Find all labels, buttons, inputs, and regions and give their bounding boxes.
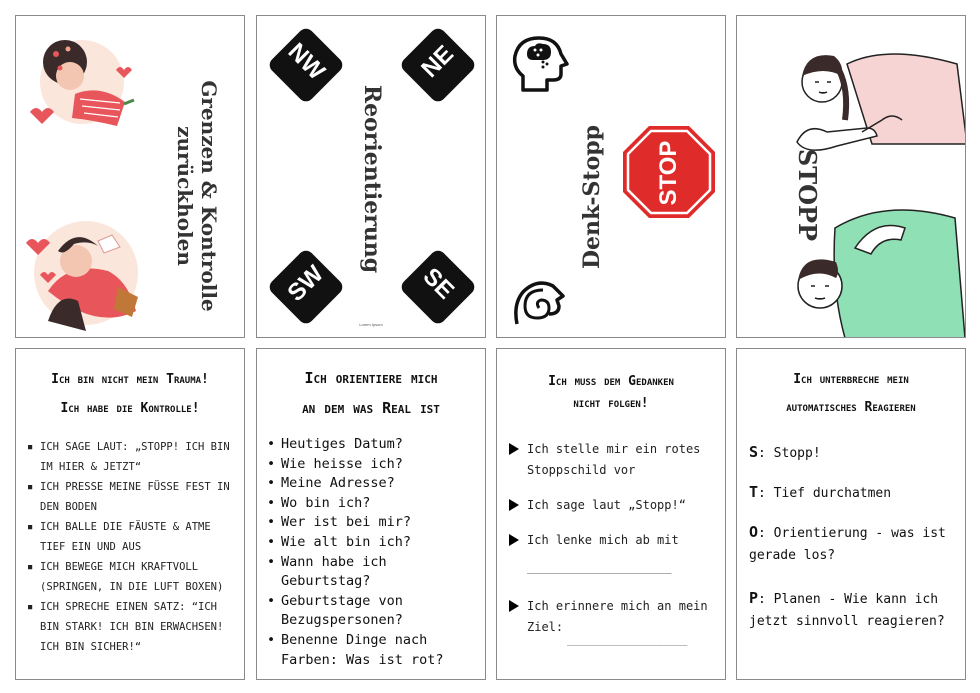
card-title: STOPP bbox=[793, 148, 822, 242]
question-list bbox=[267, 435, 477, 670]
card-title: Reorientierung bbox=[359, 84, 385, 274]
card-stopp bbox=[736, 15, 966, 338]
blank-line: ____________________ bbox=[527, 560, 672, 574]
card-title: Grenzen & Kontrolle zurückholen bbox=[173, 80, 221, 312]
compass-ne-tag: NE bbox=[399, 26, 477, 104]
head-thinking-icon bbox=[509, 34, 569, 96]
list-item: ■ ICH BALLE DIE FÄUSTE & ATME TIEF EIN UND AUS bbox=[28, 517, 234, 557]
card-orientierung-real bbox=[256, 348, 486, 680]
step-t: T: Tief durchatmen bbox=[749, 483, 892, 501]
list-item: Ich lenke mich ab mit bbox=[509, 530, 717, 551]
step-list bbox=[509, 439, 717, 638]
list-item: ■ ICH PRESSE MEINE FÜSSE FEST IN DEN BODEN bbox=[28, 477, 234, 517]
triangle-bullet-icon bbox=[509, 534, 519, 546]
card-heading-line2: Ich habe die Kontrolle! bbox=[60, 401, 200, 416]
card-heading-line2: automatisches Reagieren bbox=[786, 400, 916, 415]
spiral-head-icon bbox=[511, 278, 571, 330]
card-footer-text: Lorem Ipsum bbox=[359, 322, 383, 327]
list-item: ■ ICH SAGE LAUT: „STOPP! ICH BIN IM HIER & JETZT“ bbox=[28, 437, 234, 477]
card-heading-line2: nicht folgen! bbox=[573, 396, 649, 411]
compass-se-tag: SE bbox=[399, 248, 477, 326]
card-denk-stopp bbox=[496, 15, 726, 338]
blank-line: ____________________ bbox=[567, 635, 688, 646]
card-heading-line1: Ich unterbreche mein bbox=[793, 372, 909, 387]
list-item: • Meine Adresse? bbox=[267, 474, 477, 494]
card-heading-line1: Ich bin nicht mein Trauma! bbox=[51, 372, 209, 387]
card-reorientierung bbox=[256, 15, 486, 338]
stop-sign-text: STOP bbox=[655, 140, 682, 206]
list-item: • Heutiges Datum? bbox=[267, 435, 477, 455]
step-p: P: Planen - Wie kann ich jetzt sinnvoll reagieren? bbox=[749, 589, 945, 629]
step-s: S: Stopp! bbox=[749, 443, 821, 461]
list-item: • Geburtstage von Bezugspersonen? bbox=[267, 592, 477, 631]
list-item: • Wann habe ich Geburtstag? bbox=[267, 553, 477, 592]
list-item: • Wer ist bei mir? bbox=[267, 513, 477, 533]
list-item: • Wie heisse ich? bbox=[267, 455, 477, 475]
list-item: ■ ICH SPRECHE EINEN SATZ: “ICH BIN STARK! ICH BIN ERWACHSEN! ICH BIN SICHER!“ bbox=[28, 597, 234, 657]
list-item: ■ ICH BEWEGE MICH KRAFTVOLL (SPRINGEN, IN DIE LUFT BOXEN) bbox=[28, 557, 234, 597]
triangle-bullet-icon bbox=[509, 499, 519, 511]
card-trauma-kontrolle bbox=[15, 348, 245, 680]
step-o: O: Orientierung - was ist gerade los? bbox=[749, 523, 946, 563]
list-item: • Benenne Dinge nach Farben: Was ist rot? bbox=[267, 631, 477, 670]
card-heading-line1: Ich muss dem Gedanken bbox=[548, 374, 674, 389]
card-gedanken-folgen bbox=[496, 348, 726, 680]
triangle-bullet-icon bbox=[509, 600, 519, 612]
list-item: Ich erinnere mich an mein Ziel: bbox=[509, 596, 717, 638]
woman-resting-illustration bbox=[20, 24, 140, 134]
list-item: • Wo bin ich? bbox=[267, 494, 477, 514]
card-title: Denk-Stopp bbox=[579, 124, 605, 270]
card-stopp-method bbox=[736, 348, 966, 680]
card-grenzen-kontrolle bbox=[15, 15, 245, 338]
compass-sw-tag: SW bbox=[267, 248, 345, 326]
card-heading-line1: Ich orientiere mich bbox=[304, 369, 438, 387]
woman-covering-ears-illustration bbox=[18, 211, 148, 338]
compass-nw-tag: NW bbox=[267, 26, 345, 104]
list-item: Ich stelle mir ein rotes Stoppschild vor bbox=[509, 439, 717, 481]
card-heading-line2: an dem was Real ist bbox=[302, 399, 440, 417]
list-item: • Wie alt bin ich? bbox=[267, 533, 477, 553]
triangle-bullet-icon bbox=[509, 443, 519, 455]
action-list bbox=[28, 437, 234, 657]
list-item: Ich sage laut „Stopp!“ bbox=[509, 495, 717, 516]
